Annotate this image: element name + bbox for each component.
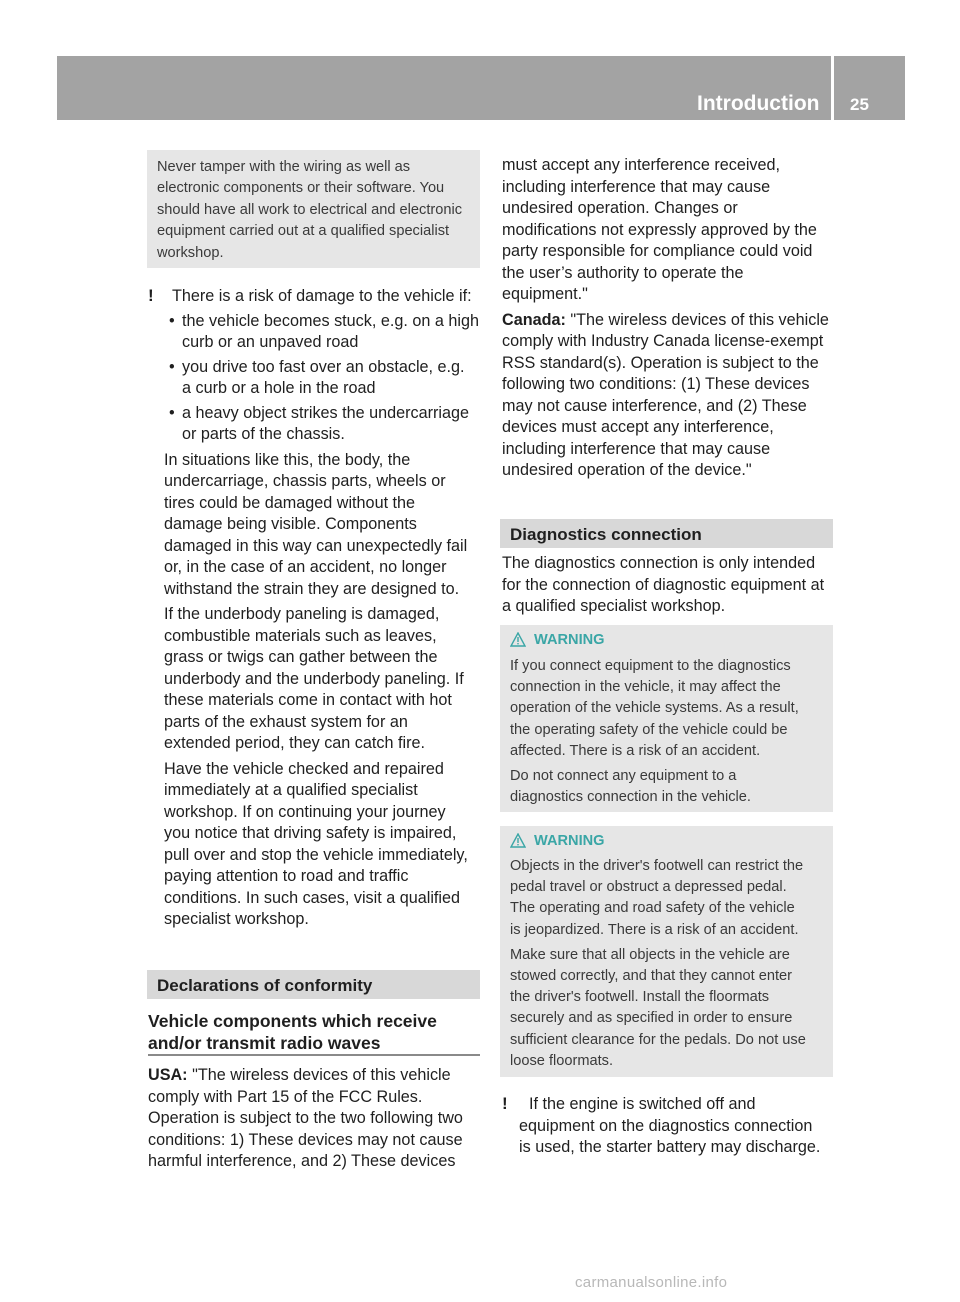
subheading-rule [148,1054,480,1056]
warning-box-diagnostics [500,625,833,812]
fcc-continuation: must accept any interference received, including interference that may cause undesired operation. Changes or modifications not expressly approved by the party responsible for compliance could void the user’s authority to operate the equipment." Canada: "The wireless devices of this vehicle comply with Industry Canada license-exempt RSS standard(s). Operation is subject to the following two conditions: (1) These devices may not cause interference, and (2) These devices must accept any interference, including interference that may cause undesired operation of the device." [502,156,829,479]
warning-heading: WARNING [510,831,605,851]
bullet-item: • you drive too fast over an obstacle, e.g. a curb or a hole in the road [169,357,465,397]
usa-paragraph: USA: "The wireless devices of this vehicle comply with Part 15 of the FCC Rules. Operation is subject to the two following two conditions: 1) These devices may not cause harmful interference, and 2) These devices [148,1066,463,1170]
engine-note: ! If the engine is switched off and equipment on the diagnostics connection is used, the starter battery may discharge. [502,1094,821,1156]
underbody-paragraph: If the underbody paneling is damaged, combustible materials such as leaves, grass or twigs can gather between the underbody and the underbody paneling. If these materials come in contact with hot parts of the exhaust system for an extended period, they can catch fire. [164,605,464,752]
damage-risk-block [148,285,483,931]
subheading-radio-components: Vehicle components which receive and/or transmit radio waves [148,1011,437,1053]
tamper-note-text: Never tamper with the wiring as well as electronic components or their software. You should have all work to electrical and electronic equipment carried out at a qualified specialist workshop. [157,159,463,261]
exclamation-icon: ! [502,1094,508,1113]
canada-label: Canada: [502,310,566,329]
warning-text: Objects in the driver's footwell can restrict the pedal travel or obstruct a depressed pedal. The operating and road safety of the vehicle is jeopardized. There is a risk of an accident. Make sure that all objects in the vehicle are stowed correctly, and that they cannot enter the driver's footwell. Install the floormats securely and as specified in order to ensure sufficient clearance for the pedals. Do not use loose floormats. [510,858,806,1069]
bullet-item: • the vehicle becomes stuck, e.g. on a high curb or an unpaved road [169,311,479,351]
damage-intro: There is a risk of damage to the vehicle if: [172,287,472,305]
warning-box-footwell [500,826,833,1077]
warning-heading: WARNING [510,630,605,650]
section-heading-declarations: Declarations of conformity [147,970,480,999]
diagnostics-paragraph: The diagnostics connection is only intended for the connection of diagnostic equipment at a qualified specialist workshop. [502,554,825,615]
warning-triangle-icon [510,632,526,647]
exclamation-icon: ! [148,286,154,305]
section-heading-diagnostics: Diagnostics connection [500,519,833,548]
bullet-item: • a heavy object strikes the undercarriage or parts of the chassis. [169,403,470,443]
usa-label: USA: [148,1066,188,1084]
watermark: carmanualsonline.info [575,1274,728,1291]
tamper-note-box [147,150,480,268]
warning-triangle-icon [510,833,526,848]
page-number: 25 [850,95,869,114]
repair-paragraph: Have the vehicle checked and repaired immediately at a qualified specialist workshop. If on continuing your journey you notice that driving safety is impaired, pull over and stop the vehicle immediately, paying attention to road and traffic conditions. In such cases, visit a qualified specialist workshop. [164,759,468,928]
situations-paragraph: In situations like this, the body, the undercarriage, chassis parts, wheels or tires could be damaged without the damage being visible. Components damaged in this way can unexpectedly fail or, in the case of an accident, no longer withstand the strain they are designed to. [164,450,468,598]
warning-text: If you connect equipment to the diagnostics connection in the vehicle, it may affect the operation of the vehicle systems. As a result, the operating safety of the vehicle could be affected. There is a risk of an accident. Do not connect any equipment to a diagnostics connection in the vehicle. [510,658,799,806]
page-header-title: Introduction [697,92,820,115]
header-separator [831,56,834,120]
